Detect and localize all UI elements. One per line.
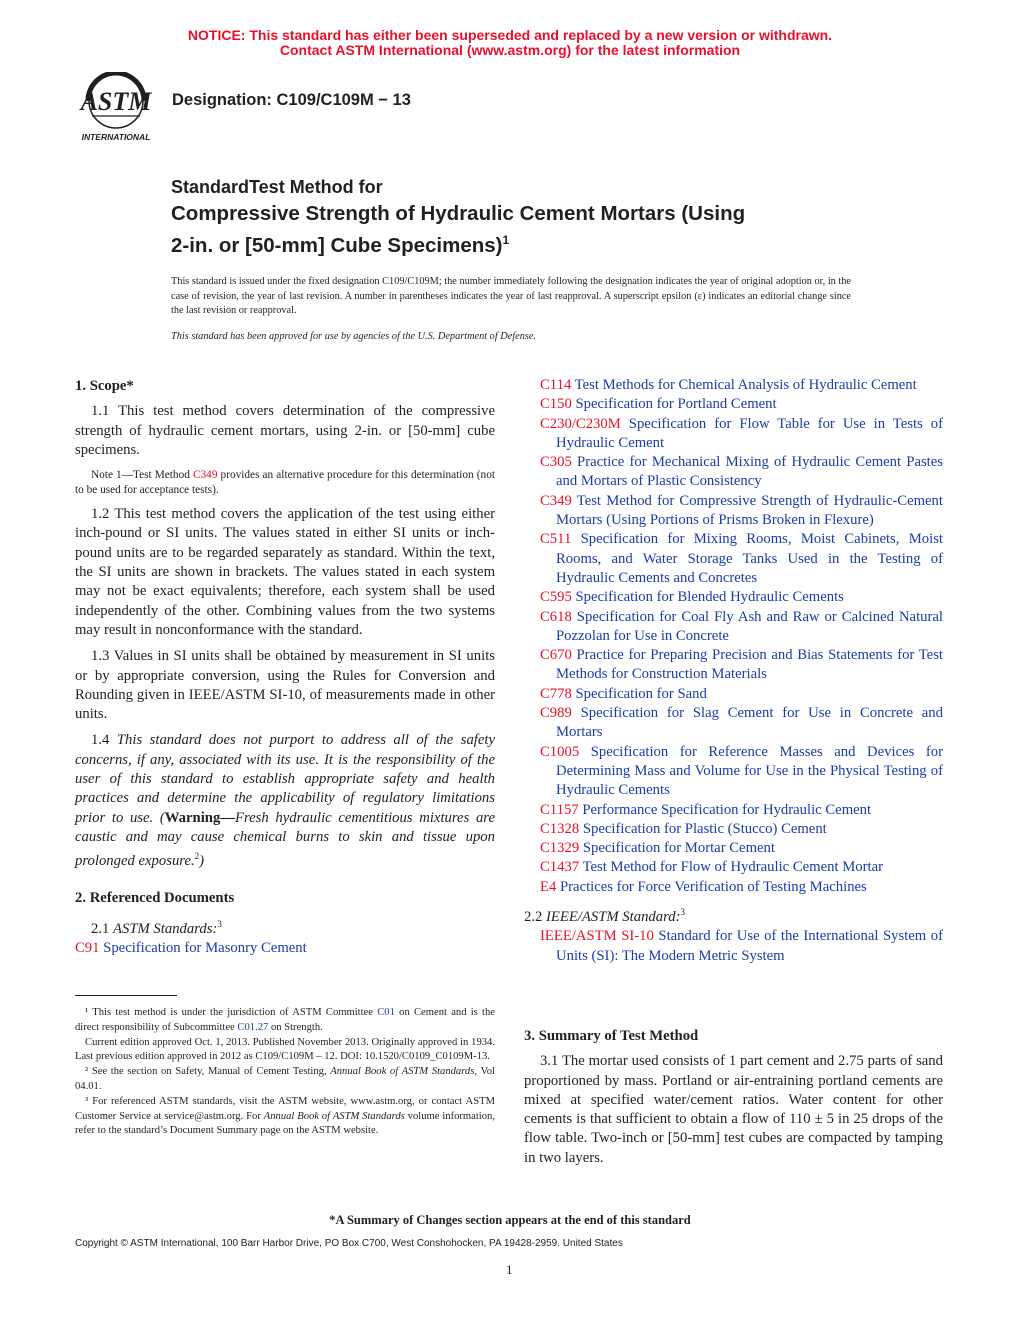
ref-link-code[interactable]: C114: [540, 377, 572, 393]
astm-reference-list: [540, 376, 943, 897]
ieee-standard-subheading: 2.2 IEEE/ASTM Standard:$^3$: [524, 907, 686, 925]
ref-link-code[interactable]: C989: [540, 705, 572, 722]
ref-item: [540, 376, 943, 395]
summary-of-changes-note: *A Summary of Changes section appears at the end of this standard: [329, 1213, 691, 1227]
para-1-4: 1.4 This standard does not purport to address all of the safety concerns, if any, associated with its use. It is the responsibility of the user of this standard to establish appropriate safety and health practices and determine the applicability of regulatory limitations prior to use. (Warning—Fresh hydraulic cementitious mixtures are caustic and may cause chemical burns to skin and tissue upon prolonged exposure.$^2$): [75, 732, 496, 870]
ref-link-code[interactable]: C1329: [540, 840, 580, 857]
ref-link-title[interactable]: Specification for Sand: [571, 685, 707, 702]
ref-item-c91: [75, 939, 495, 958]
withdrawn-notice-line1: NOTICE: This standard has either been superseded and replaced by a new version or withdrawn.: [187, 27, 833, 43]
footnote-2: ² See the section on Safety, Manual of Cement Testing, Annual Book of ASTM Standards, Vol 04.01.: [75, 1066, 495, 1092]
warning-label: Warning—: [164, 809, 235, 826]
ref-link-title[interactable]: Specification for Plastic (Stucco) Cement: [579, 820, 827, 837]
ref-link-code[interactable]: C349: [540, 492, 572, 509]
ref-item: [540, 820, 943, 839]
ref-link-code[interactable]: C1437: [540, 859, 580, 876]
ref-link-title[interactable]: Specification for Reference Masses and Devices for Determining Mass and Volume for Use in the Physical Testing of Hydraulic Cements: [556, 743, 943, 799]
ref-item: [540, 453, 943, 492]
para-1-2: 1.2 This test method covers the application of the test using either inch-pound or SI units. The values stated in either SI units or inch-pound units are to be regarded separately as standard. Within the text, the SI units are shown in brackets. The values stated in each system may not be exact equivalents; therefore, each system shall be used independently of the other. Combining values from the two systems may result in nonconformance with the standard.: [75, 506, 495, 638]
ref-item: [540, 608, 943, 647]
footnote-3: ³ For referenced ASTM standards, visit the ASTM website, www.astm.org, or contact ASTM Customer Service at service@astm.org. For Annual Book of ASTM Standards volume information, refer to the standard’s Document Summary page on the ASTM website.: [75, 1095, 495, 1137]
ref-link-code[interactable]: E4: [540, 878, 557, 895]
ref-link-code[interactable]: C778: [540, 685, 572, 702]
ref-item: [540, 415, 943, 454]
ref-item: [540, 395, 943, 414]
note-1: Note 1—Test Method C349 provides an alternative procedure for this determination (not to be used for acceptance tests).: [75, 469, 495, 497]
ref-link-title[interactable]: Practices for Force Verification of Testing Machines: [556, 878, 867, 895]
ref-link-title[interactable]: Test Method for Compressive Strength of Hydraulic-Cement Mortars (Using Portions of Prisms Broken in Flexure): [556, 492, 943, 529]
ref-link-c01[interactable]: C01: [377, 1007, 395, 1018]
ref-link-code[interactable]: C511: [540, 531, 572, 548]
ref-item: [540, 646, 943, 685]
ref-link-title[interactable]: Specification for Coal Fly Ash and Raw or Calcined Natural Pozzolan for Use in Concrete: [556, 608, 943, 644]
ref-item: [540, 839, 943, 858]
ref-link-code[interactable]: C230/C230M: [540, 415, 621, 432]
ref-link-code[interactable]: C618: [540, 608, 572, 625]
copyright: Copyright © ASTM International, 100 Barr Harbor Drive, PO Box C700, West Conshohocken, PA 19428-2959. United States: [75, 1238, 623, 1249]
footnote-rule: [75, 995, 177, 996]
ref-link-title[interactable]: Specification for Slag Cement for Use in Concrete and Mortars: [556, 705, 943, 741]
title-line1: StandardTest Method for: [171, 177, 383, 197]
logo-letters: ASTM: [80, 87, 152, 116]
ref-link-c01-27[interactable]: C01.27: [237, 1021, 269, 1033]
referenced-documents-heading: 2. Referenced Documents: [75, 890, 235, 907]
ref-link-title[interactable]: Specification for Portland Cement: [571, 396, 777, 413]
ref-link-title[interactable]: Practice for Preparing Precision and Bias Statements for Test Methods for Construction Materials: [556, 647, 943, 683]
title-line2: Compressive Strength of Hydraulic Cement Mortars (Using: [171, 202, 746, 225]
dod-approval-note: This standard has been approved for use by agencies of the U.S. Department of Defense.: [171, 331, 537, 342]
ref-link-title[interactable]: Specification for Mortar Cement: [579, 840, 775, 857]
para-3-1: 3.1 The mortar used consists of 1 part cement and 2.75 parts of sand proportioned by mass. Portland or air-entraining portland cements are mixed at specified water/cement ratios. Water content for other cements is that sufficient to obtain a flow of 110 ± 5 in 25 drops of the flow table. Two-inch or [50-mm] test cubes are compacted by tamping in two layers.: [524, 1053, 943, 1166]
standard-issuance-note: This standard is issued under the fixed designation C109/C109M; the number immediately following the designation indicates the year of original adoption or, in the case of revision, the year of last revision. A number in parentheses indicates the year of last reapproval. A superscript epsilon (ε) indicates an editorial change since the last revision or reapproval.: [171, 276, 851, 317]
ref-link-code[interactable]: C595: [540, 589, 572, 606]
ref-item-ieee-si10: [540, 927, 943, 966]
ref-item: [540, 743, 943, 801]
ref-title-c91[interactable]: Specification for Masonry Cement: [99, 939, 307, 956]
ref-link-code[interactable]: C150: [540, 396, 572, 413]
scope-heading: 1. Scope*: [75, 378, 134, 394]
astm-standards-subheading: 2.1 ASTM Standards:$^3$: [91, 918, 222, 937]
ref-link-code[interactable]: C1005: [540, 743, 580, 760]
ref-link-c349-note[interactable]: C349: [192, 469, 218, 482]
footnote-1: ¹ This test method is under the jurisdiction of ASTM Committee C01 on Cement and is the direct responsibility of Subcommittee C01.27 on Strength.: [75, 1007, 495, 1033]
ref-link-title[interactable]: Specification for Flow Table for Use in Tests of Hydraulic Cement: [556, 415, 943, 451]
ref-item: [540, 704, 943, 743]
footnote-1-edition: Current edition approved Oct. 1, 2013. Published November 2013. Originally approved in 1934. Last previous edition approved in 2012 as C109/C109M – 12. DOI: 10.1520/C0109_C0109M-13.: [75, 1036, 495, 1063]
ref-link-code[interactable]: C1157: [540, 801, 579, 818]
astm-logo-icon: [74, 72, 164, 146]
ref-link-ieee-si10[interactable]: IEEE/ASTM SI-10: [540, 928, 654, 945]
ref-link-title[interactable]: Test Method for Flow of Hydraulic Cement Mortar: [579, 859, 883, 876]
ref-link-code[interactable]: C305: [540, 454, 572, 471]
ref-item: [540, 858, 943, 877]
withdrawn-notice-line2: Contact ASTM International (www.astm.org) for the latest information: [279, 42, 741, 58]
summary-section: [524, 1027, 943, 1168]
title-line3: 2-in. or [50-mm] Cube Specimens): [171, 233, 503, 257]
ref-link-title[interactable]: Performance Specification for Hydraulic Cement: [578, 801, 872, 818]
footnotes: [75, 1006, 495, 1139]
ref-link-code[interactable]: C1328: [540, 820, 580, 837]
ref-link-title[interactable]: Practice for Mechanical Mixing of Hydraulic Cement Pastes and Mortars of Plastic Consistency: [556, 454, 943, 490]
title-footnote-mark: 1: [502, 233, 510, 247]
logo-international: INTERNATIONAL: [81, 132, 151, 142]
ref-link-title[interactable]: Specification for Blended Hydraulic Cements: [571, 589, 844, 606]
astm-logo: [74, 72, 164, 146]
ref-item: [540, 801, 943, 820]
ref-link-title[interactable]: Specification for Mixing Rooms, Moist Cabinets, Moist Rooms, and Water Storage Tanks Used in the Testing of Hydraulic Cements and Concretes: [556, 531, 943, 586]
page-number: 1: [506, 1262, 513, 1277]
ref-title-ieee-si10[interactable]: Standard for Use of the International System of Units (SI): The Modern Metric System: [556, 928, 943, 964]
para-1-1: 1.1 This test method covers determination of the compressive strength of hydraulic cement mortars, using 2-in. or [50-mm] cube specimens.: [75, 403, 495, 458]
right-column: [524, 376, 943, 966]
para-1-3: 1.3 Values in SI units shall be obtained by measurement in SI units or by appropriate conversion, using the Rules for Conversion and Rounding given in IEEE/ASTM SI-10, of measurements made in other units.: [75, 648, 495, 723]
ref-item: [540, 878, 943, 897]
ref-item: [540, 492, 943, 531]
ref-item: [540, 685, 943, 704]
ref-link-c91[interactable]: C91: [75, 939, 100, 956]
ref-link-title[interactable]: Test Methods for Chemical Analysis of Hydraulic Cement: [571, 377, 917, 393]
ref-item: [540, 588, 943, 607]
left-column: [75, 377, 495, 958]
designation: Designation: C109/C109M − 13: [172, 91, 411, 109]
ref-link-code[interactable]: C670: [540, 647, 572, 664]
summary-heading: 3. Summary of Test Method: [524, 1028, 699, 1044]
document-title: [171, 200, 871, 259]
ref-item: [540, 530, 943, 588]
